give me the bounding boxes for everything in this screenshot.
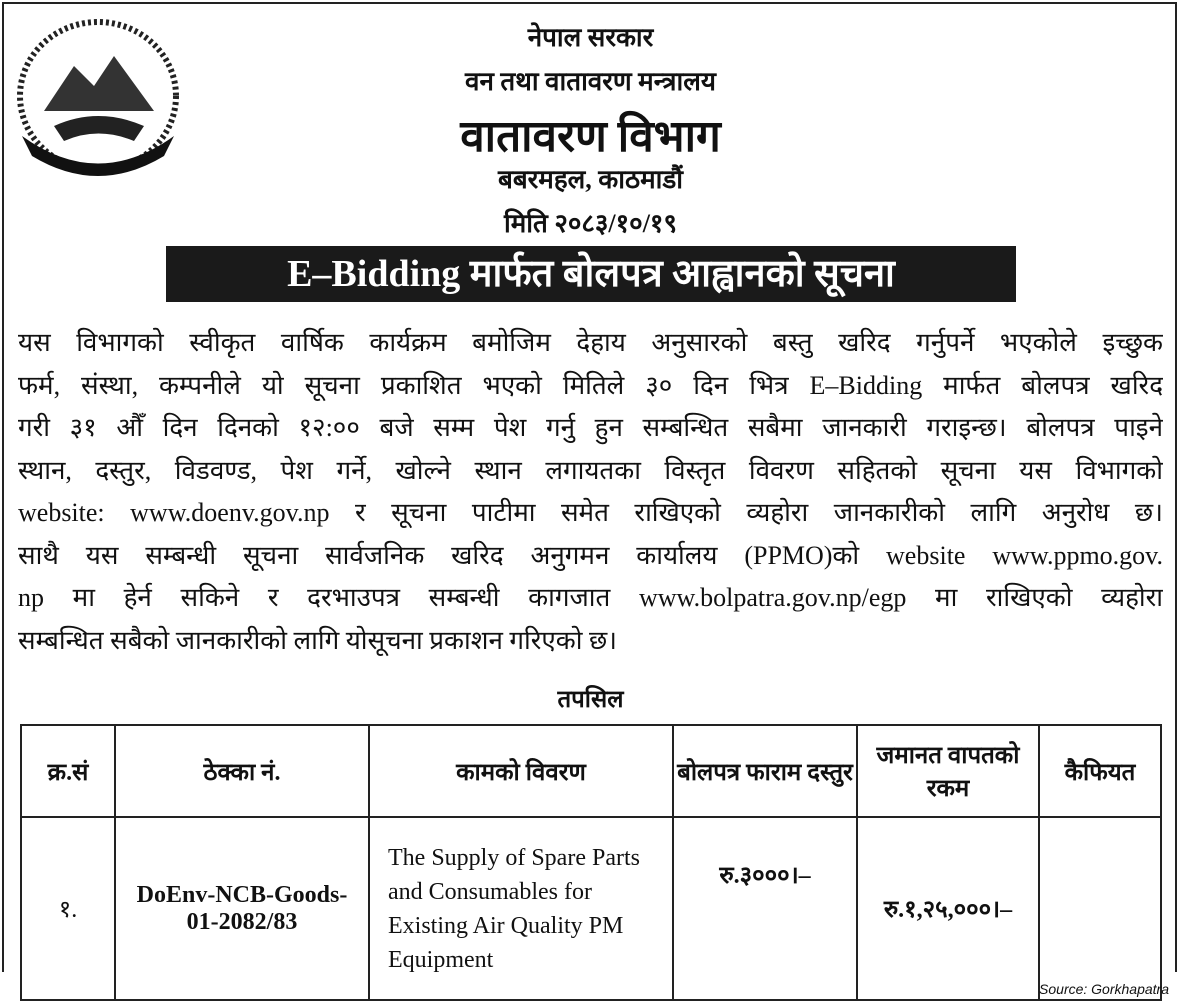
- body-line: साथै यस सम्बन्धी सूचना सार्वजनिक खरिद अनुगमन कार्यालय (PPMO)को website www.ppmo.gov.: [18, 540, 1163, 570]
- notice-body: [18, 322, 1163, 662]
- source-credit: Source: Gorkhapatra: [1039, 981, 1169, 997]
- ministry-name: वन तथा वातावरण मन्त्रालय: [465, 67, 716, 96]
- body-line: website: www.doenv.gov.np र सूचना पाटीमा समेत राखिएको व्यहोरा जानकारीको लागि अनुरोध छ।: [18, 498, 1163, 527]
- body-line: यस विभागको स्वीकृत वार्षिक कार्यक्रम बमोजिम देहाय अनुसारको बस्तु खरिद गर्नुपर्ने भएकोले इच्छुक: [18, 328, 1163, 357]
- body-line: np मा हेर्न सकिने र दरभाउपत्र सम्बन्धी कागजात www.bolpatra.gov.np/egp मा राखिएको व्यहोरा: [18, 583, 1163, 612]
- body-line: फर्म, संस्था, कम्पनीले यो सूचना प्रकाशित भएको मितिले ३० दिन भित्र E–Bidding मार्फत बोलपत्र खरिद: [18, 370, 1163, 400]
- cell-description: The Supply of Spare Parts and Consumables for Existing Air Quality PM Equipment: [369, 817, 673, 1000]
- cell-form-fee: रु.३०००।–: [673, 817, 857, 1000]
- address: बबरमहल, काठमाडौं: [497, 165, 684, 194]
- table-title: तपसिल: [557, 687, 624, 713]
- notice-title-banner: E–Bidding मार्फत बोलपत्र आह्वानको सूचना: [166, 246, 1016, 302]
- cell-remarks: [1039, 817, 1161, 1000]
- body-line: गरी ३१ औँ दिन दिनको १२:०० बजे सम्म पेश गर्नु हुन सम्बन्धित सबैमा जानकारी गराइन्छ। बोलपत्र पाइने: [18, 413, 1163, 442]
- table-header-row: [21, 725, 1161, 817]
- header-description: कामको विवरण: [369, 725, 673, 817]
- header-form-fee: बोलपत्र फाराम दस्तुर: [673, 725, 857, 817]
- cell-sn: १.: [21, 817, 115, 1000]
- cell-security: रु.१,२५,०००।–: [857, 817, 1039, 1000]
- cell-contract-no: DoEnv-NCB-Goods-01-2082/83: [115, 817, 369, 1000]
- table-row: [21, 817, 1161, 1000]
- body-line: सम्बन्धित सबैको जानकारीको लागि योसूचना प्रकाशन गरिएको छ।: [18, 625, 618, 655]
- header-sn: क्र.सं: [21, 725, 115, 817]
- department-name: वातावरण विभाग: [460, 112, 721, 161]
- notice-date: मिति २०८३/१०/१९: [504, 209, 677, 238]
- body-line: स्थान, दस्तुर, विडवण्ड, पेश गर्ने, खोल्ने स्थान लगायतका विस्तृत विवरण सहितको सूचना यस विभागको: [18, 455, 1163, 485]
- header-contract-no: ठेक्का नं.: [115, 725, 369, 817]
- details-table: [20, 724, 1162, 1001]
- government-name: नेपाल सरकार: [527, 23, 654, 52]
- header-remarks: कैफियत: [1039, 725, 1161, 817]
- header-security: जमानत वापतको रकम: [857, 725, 1039, 817]
